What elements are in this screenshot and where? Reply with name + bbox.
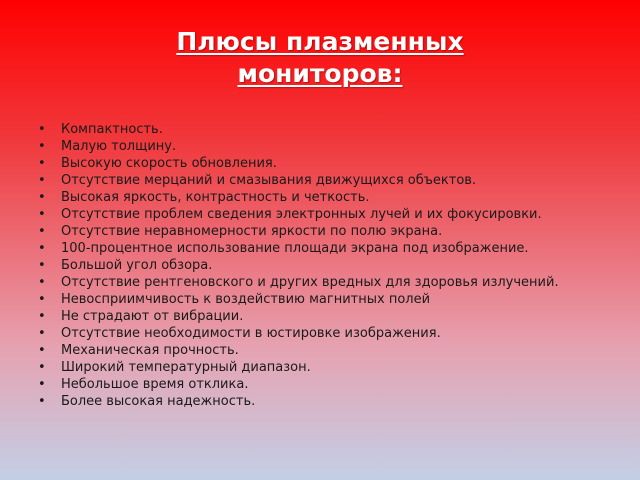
bullet-icon: • (38, 156, 46, 171)
list-item-text: Небольшое время отклика. (61, 377, 249, 392)
list-item (36, 173, 616, 188)
bullet-icon: • (38, 309, 46, 324)
list-item (36, 309, 616, 324)
bullet-icon: • (38, 207, 46, 222)
list-item (36, 292, 616, 307)
bullet-icon: • (38, 258, 46, 273)
list-item-text: Не страдают от вибрации. (61, 309, 244, 324)
bullet-icon: • (38, 241, 46, 256)
bullet-icon: • (38, 122, 46, 137)
list-item (36, 122, 616, 137)
bullet-icon: • (38, 377, 46, 392)
bullet-icon: • (38, 224, 46, 239)
list-item (36, 190, 616, 205)
list-item (36, 224, 616, 239)
bullet-icon: • (38, 343, 46, 358)
list-item (36, 377, 616, 392)
list-item-text: Отсутствие неравномерности яркости по полю экрана. (61, 224, 443, 239)
list-item (36, 139, 616, 154)
list-item (36, 343, 616, 358)
list-item-text: Более высокая надежность. (61, 394, 256, 409)
list-item-text: Высокую скорость обновления. (61, 156, 277, 171)
bullet-icon: • (38, 190, 46, 205)
bullet-icon: • (38, 292, 46, 307)
bullet-icon: • (38, 139, 46, 154)
list-item-text: 100-процентное использование площади экрана под изображение. (61, 241, 529, 256)
list-item (36, 258, 616, 273)
slide-title (60, 26, 580, 90)
list-item-text: Отсутствие проблем сведения электронных лучей и их фокусировки. (61, 207, 542, 222)
list-item-text: Высокая яркость, контрастность и четкость. (61, 190, 370, 205)
bullet-icon: • (38, 360, 46, 375)
list-item-text: Компактность. (61, 122, 163, 137)
list-item (36, 360, 616, 375)
list-item-text: Большой угол обзора. (61, 258, 213, 273)
list-item (36, 241, 616, 256)
list-item-text: Отсутствие необходимости в юстировке изображения. (61, 326, 441, 341)
list-item-text: Механическая прочность. (61, 343, 239, 358)
advantages-list (36, 122, 616, 411)
bullet-icon: • (38, 326, 46, 341)
bullet-icon: • (38, 394, 46, 409)
bullet-icon: • (38, 275, 46, 290)
list-item-text: Невосприимчивость к воздействию магнитных полей (61, 292, 431, 307)
slide-title-line-1: Плюсы плазменных (176, 27, 464, 56)
list-item-text: Малую толщину. (61, 139, 177, 154)
list-item-text: Отсутствие мерцаний и смазывания движущихся объектов. (61, 173, 477, 188)
list-item-text: Широкий температурный диапазон. (61, 360, 311, 375)
slide-title-line-2: мониторов: (237, 59, 403, 88)
list-item (36, 326, 616, 341)
list-item-text: Отсутствие рентгеновского и других вредных для здоровья излучений. (61, 275, 559, 290)
bullet-icon: • (38, 173, 46, 188)
list-item (36, 156, 616, 171)
list-item (36, 275, 616, 290)
list-item (36, 207, 616, 222)
list-item (36, 394, 616, 409)
